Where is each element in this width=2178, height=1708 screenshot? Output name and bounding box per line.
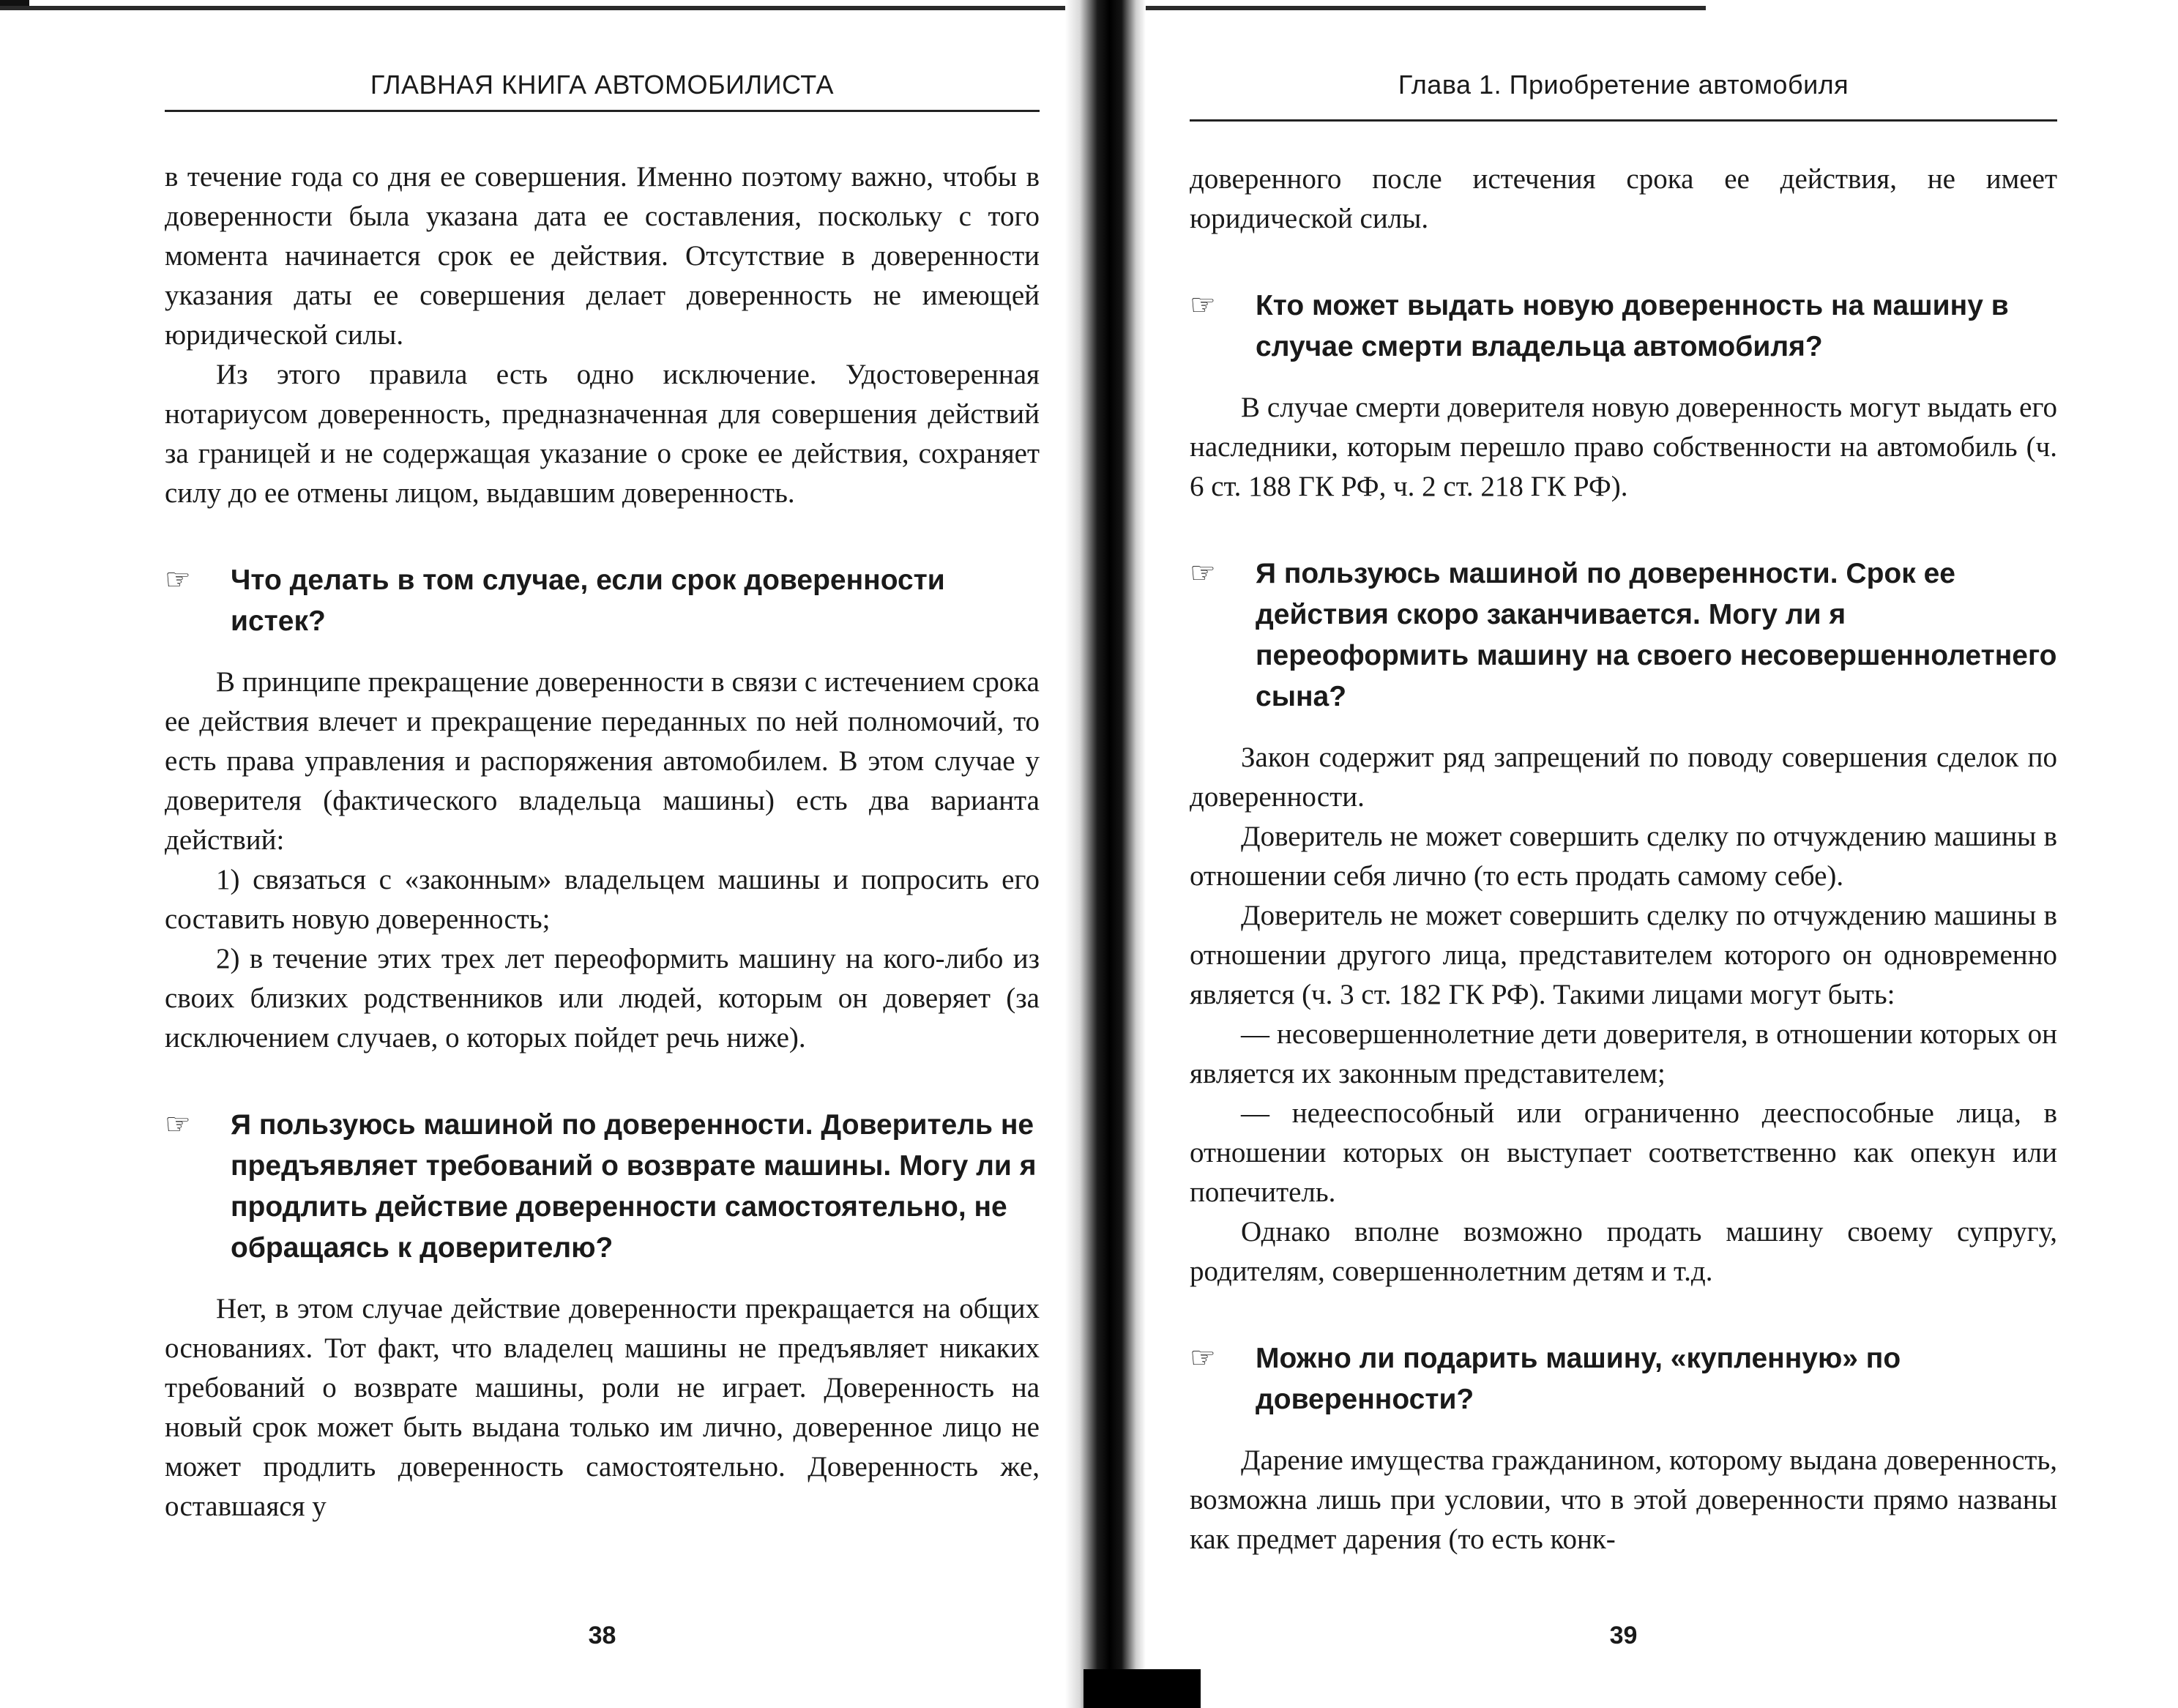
paragraph: Нет, в этом случае действие доверенности прекращается на общих основаниях. Тот факт, что владелец машины не предъявляет никаких требований о возврате машины, роли не играет. Доверенность на новый срок может быть выдана только им лично, доверенное лицо не может продлить доверенность самостоятельно. Доверенность же, оставшаяся у — [165, 1293, 1040, 1522]
paragraph: Однако вполне возможно продать машину своему супругу, родителям, совершеннолетним детям и т.д. — [1190, 1216, 2057, 1287]
question-heading: Что делать в том случае, если срок доверенности истек? — [231, 564, 945, 637]
book-spine — [1065, 0, 1146, 1708]
question-heading: Кто может выдать новую доверенность на машину в случае смерти владельца автомобиля? — [1256, 290, 2009, 362]
pointing-hand-icon: ☞ — [1190, 288, 1216, 322]
left-page — [165, 0, 1040, 1708]
question-block — [1190, 553, 2057, 717]
paragraph: в течение года со дня ее совершения. Именно поэтому важно, чтобы в доверенности была указана дата ее составления, поскольку с того момента начинается срок ее действия. Отсутствие в доверенности указания даты ее совершения делает доверенность не имеющей юридической силы. — [165, 161, 1040, 351]
paragraph: Из этого правила есть одно исключение. Удостоверенная нотариусом доверенность, предназначенная для совершения действий за границей и не содержащая указание о сроке ее действия, сохраняет силу до ее отмены лицом, выдавшим доверенность. — [165, 359, 1040, 509]
question-heading: Я пользуюсь машиной по доверенности. Срок ее действия скоро заканчивается. Могу ли я переоформить машину на своего несовершеннолетнего сына? — [1256, 558, 2057, 712]
running-head: ГЛАВНАЯ КНИГА АВТОМОБИЛИСТА — [370, 70, 835, 100]
paragraph: Доверитель не может совершить сделку по отчуждению машины в отношении другого лица, представителем которого он одновременно является (ч. 3 ст. 182 ГК РФ). Такими лицами могут быть: — [1190, 900, 2057, 1010]
header-rule — [165, 110, 1040, 112]
list-item: 1) связаться с «законным» владельцем машины и попросить его составить новую доверенность; — [165, 864, 1040, 935]
question-heading: Я пользуюсь машиной по доверенности. Доверитель не предъявляет требований о возврате машины. Могу ли я продлить действие доверенности самостоятельно, не обращаясь к доверителю? — [231, 1109, 1037, 1264]
running-head: Глава 1. Приобретение автомобиля — [1398, 70, 1849, 100]
question-block — [1190, 1338, 2057, 1420]
paragraph: В случае смерти доверителя новую доверенность могут выдать его наследники, которым перешло право собственности на автомобиль (ч. 6 ст. 188 ГК РФ, ч. 2 ст. 218 ГК РФ). — [1190, 392, 2057, 502]
paragraph: Доверитель не может совершить сделку по отчуждению машины в отношении себя лично (то есть продать самому себе). — [1190, 821, 2057, 892]
page-body — [1190, 160, 2057, 1559]
pointing-hand-icon: ☞ — [1190, 1341, 1216, 1375]
list-item: 2) в течение этих трех лет переоформить машину на кого-либо из своих близких родственников или людей, которым он доверяет (за исключением случаев, о которых пойдет речь ниже). — [165, 943, 1040, 1053]
paragraph: В принципе прекращение доверенности в связи с истечением срока ее действия влечет и прекращение переданных по ней полномочий, то есть права управления и распоряжения автомобилем. В этом случае у доверителя (фактического владельца машины) есть два варианта действий: — [165, 666, 1040, 856]
page-number: 39 — [1609, 1622, 1638, 1649]
page-body — [165, 157, 1040, 1526]
paragraph: доверенного после истечения срока ее действия, не имеет юридической силы. — [1190, 163, 2057, 234]
question-block — [165, 1105, 1040, 1269]
question-heading: Можно ли подарить машину, «купленную» по доверенности? — [1256, 1343, 1901, 1415]
paragraph: Дарение имущества гражданином, которому выдана доверенность, возможна лишь при условии, что в этой доверенности прямо названы как предмет дарения (то есть конк- — [1190, 1444, 2057, 1555]
list-item: — недееспособный или ограниченно дееспособные лица, в отношении которых он выступает соответственно как опекун или попечитель. — [1190, 1097, 2057, 1208]
question-block — [1190, 286, 2057, 368]
pointing-hand-icon: ☞ — [165, 563, 191, 597]
question-block — [165, 560, 1040, 642]
header-rule — [1190, 119, 2057, 122]
pointing-hand-icon: ☞ — [1190, 556, 1216, 590]
page-number: 38 — [588, 1622, 616, 1649]
book-spine-foot — [1084, 1669, 1201, 1708]
list-item: — несовершеннолетние дети доверителя, в отношении которых он является их законным представителем; — [1190, 1018, 2057, 1089]
paragraph: Закон содержит ряд запрещений по поводу совершения сделок по доверенности. — [1190, 742, 2057, 813]
pointing-hand-icon: ☞ — [165, 1108, 191, 1141]
right-page — [1190, 0, 2057, 1708]
